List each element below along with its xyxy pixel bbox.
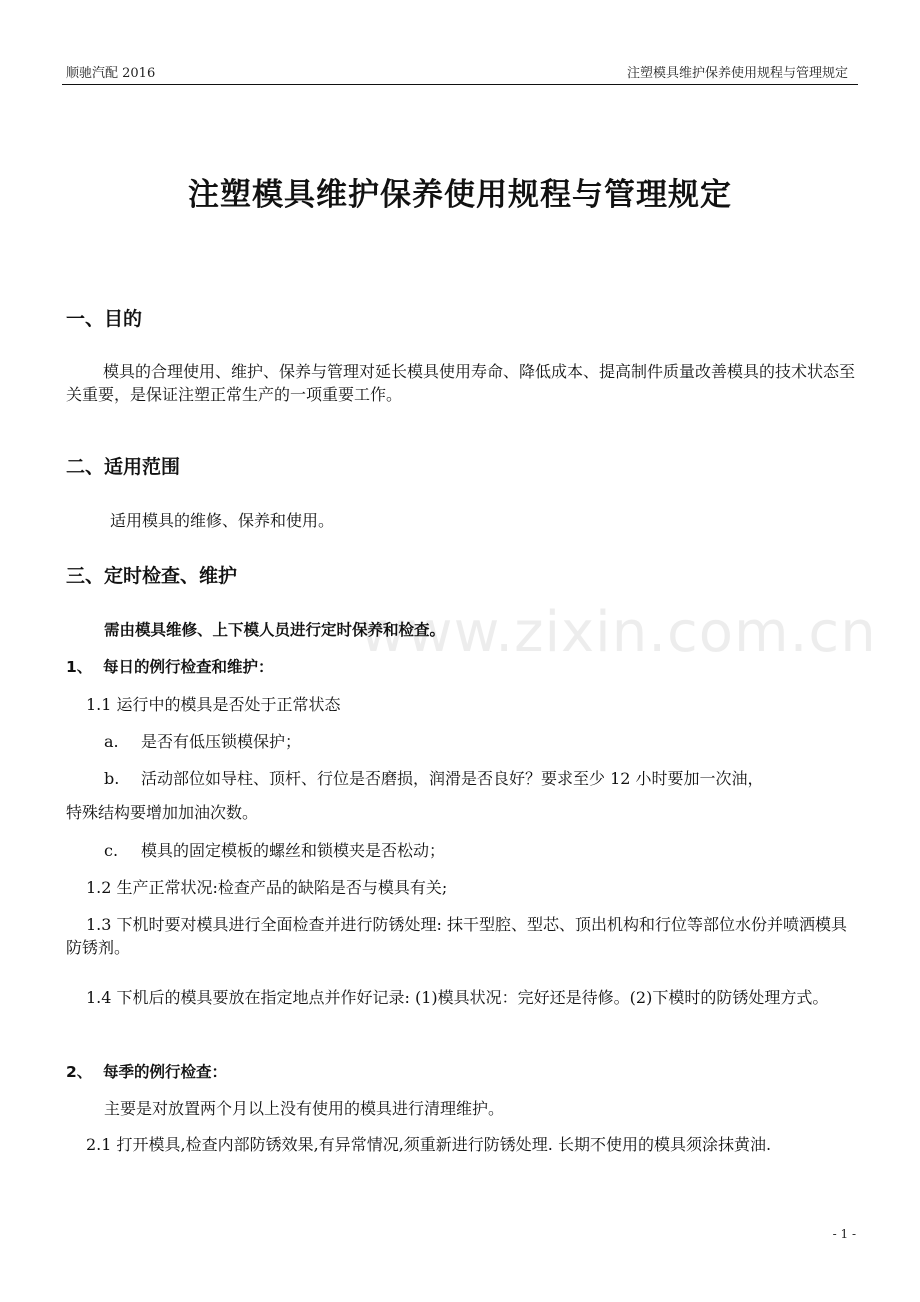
quarterly-check-title: 每季的例行检查： <box>103 1063 228 1081</box>
item-a-text: 是否有低压锁模保护； <box>141 732 302 751</box>
section-heading-purpose: 一、目的 <box>66 308 143 330</box>
item-c-label: c. <box>104 841 119 860</box>
item-c-text: 模具的固定模板的螺丝和锁模夹是否松动； <box>141 841 446 860</box>
header-rule <box>62 84 858 85</box>
page-number: - 1 - <box>832 1227 856 1241</box>
item-1-2: 1.2 生产正常状况:检查产品的缺陷是否与模具有关; <box>86 878 448 897</box>
daily-check-number: 1、 <box>66 658 93 676</box>
item-b-label: b. <box>104 769 120 788</box>
section-heading-inspection: 三、定时检查、维护 <box>66 565 238 587</box>
purpose-paragraph: 模具的合理使用、维护、保养与管理对延长模具使用寿命、降低成本、提高制件质量改善模具的技术状态至关重要，是保证注塑正常生产的一项重要工作。 <box>66 362 856 404</box>
item-1-1: 1.1 运行中的模具是否处于正常状态 <box>86 695 341 714</box>
item-1-3: 1.3 下机时要对模具进行全面检查并进行防锈处理: 抹干型腔、型芯、顶出机构和行位等部位水份并喷洒模具防锈剂。 <box>66 915 848 957</box>
quarterly-check-item <box>66 1061 860 1084</box>
document-title: 注塑模具维护保养使用规程与管理规定 <box>188 177 732 213</box>
header-left-text: 顺驰汽配 2016 <box>66 66 156 81</box>
scope-paragraph: 适用模具的维修、保养和使用。 <box>110 511 335 530</box>
item-a-label: a. <box>104 732 119 751</box>
quarterly-check-intro: 主要是对放置两个月以上没有使用的模具进行清理维护。 <box>104 1099 505 1118</box>
item-1-4: 1.4 下机后的模具要放在指定地点并作好记录: (1)模具状况：完好还是待修。(2)下模时的防锈处理方式。 <box>86 988 829 1007</box>
inspection-intro: 需由模具维修、上下模人员进行定时保养和检查。 <box>104 621 446 639</box>
daily-check-title: 每日的例行检查和维护： <box>103 658 274 676</box>
item-c <box>104 839 804 862</box>
item-a <box>104 730 804 753</box>
item-2-1: 2.1 打开模具,检查内部防锈效果,有异常情况,须重新进行防锈处理. 长期不使用的模具须涂抹黄油. <box>86 1135 772 1154</box>
item-b <box>104 767 864 790</box>
watermark: www.zixin.com.cn <box>360 600 877 665</box>
item-b-continuation: 特殊结构要增加加油次数。 <box>66 803 259 822</box>
daily-check-item <box>66 656 860 679</box>
header-right-text: 注塑模具维护保养使用规程与管理规定 <box>626 66 848 81</box>
item-b-text: 活动部位如导柱、顶杆、行位是否磨损，润滑是否良好？要求至少 12 小时要加一次油， <box>141 769 764 788</box>
section-heading-scope: 二、适用范围 <box>66 456 181 478</box>
quarterly-check-number: 2、 <box>66 1063 93 1081</box>
